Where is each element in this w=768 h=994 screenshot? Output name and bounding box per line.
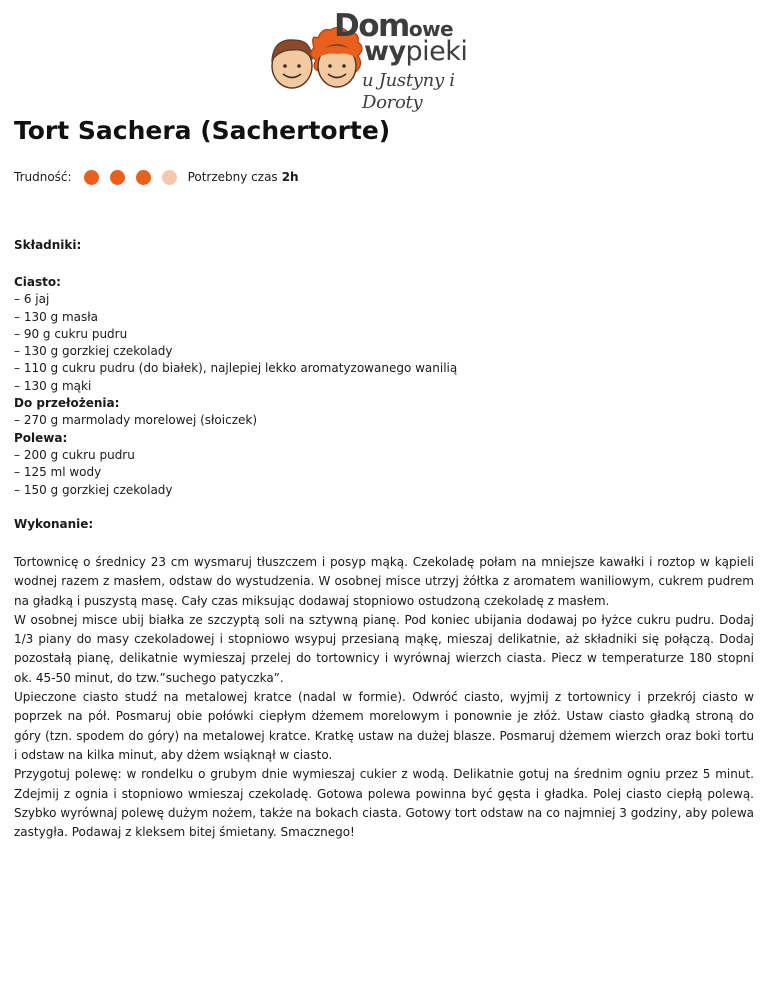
- method-paragraph: Tortownicę o średnicy 23 cm wysmaruj tłuszczem i posyp mąką. Czekoladę połam na mniejsze kawałki i roztop w kąpieli wodnej razem z masłem, odstaw do wystudzenia. W osobnej misce utrzyj żółtka z aromatem waniliowym, cukrem pudrem na gładką i puszystą masę. Cały czas miksując dodawaj stopniowo ostudzoną czekoladę z masłem.: [14, 555, 754, 608]
- time-label: Potrzebny czas: [187, 170, 278, 184]
- difficulty-dot-4: [162, 170, 177, 185]
- recipe-title: Tort Sachera (Sachertorte): [14, 116, 391, 145]
- list-item: – 125 ml wody: [14, 465, 102, 480]
- ingredients-list: [14, 274, 756, 499]
- recipe-meta: [14, 167, 299, 187]
- method-text: [14, 553, 754, 842]
- group-title-ciasto: Ciasto:: [14, 275, 61, 289]
- method-paragraph: W osobnej misce ubij białka ze szczyptą soli na sztywną pianę. Pod koniec ubijania dodawaj po łyżce cukru pudru. Dodaj 1/3 piany do masy czekoladowej i stopniowo wsypuj przesianą mąkę, mieszaj delikatnie, aż składniki się połączą. Dodaj pozostałą pianę, delikatnie wymieszaj przelej do tortownicy i wyrównaj wierzch ciasta. Piecz w temperaturze 180 stopni ok. 45-50 minut, do tzw.”suchego patyczka”.: [14, 612, 754, 685]
- logo-line-3: u Justyny i Doroty: [362, 70, 455, 113]
- site-logo[interactable]: [266, 8, 506, 113]
- difficulty-dot-1: [84, 170, 99, 185]
- list-item: – 130 g gorzkiej czekolady: [14, 344, 173, 359]
- list-item: – 90 g cukru pudru: [14, 326, 128, 341]
- group-title-przelozenie: Do przełożenia:: [14, 396, 120, 411]
- difficulty-dot-3: [136, 170, 151, 185]
- list-item: – 150 g gorzkiej czekolady: [14, 482, 173, 497]
- list-item: – 270 g marmolady morelowej (słoiczek): [14, 413, 258, 428]
- list-item: – 130 g masła: [14, 309, 99, 324]
- list-item: – 130 g mąki: [14, 378, 92, 393]
- list-item: – 6 jaj: [14, 292, 50, 307]
- list-item: – 200 g cukru pudru: [14, 447, 135, 462]
- difficulty-rating: [84, 170, 188, 185]
- group-title-polewa: Polewa:: [14, 430, 68, 445]
- difficulty-dot-2: [110, 170, 125, 185]
- method-heading: Wykonanie:: [14, 517, 94, 531]
- list-item: – 110 g cukru pudru (do białek), najlepiej lekko aromatyzowanego wanilią: [14, 361, 458, 376]
- difficulty-label: Trudność:: [14, 170, 72, 184]
- logo-line-1: Domowe: [334, 8, 454, 44]
- logo-line-2: wypieki: [364, 36, 468, 67]
- method-paragraph: Przygotuj polewę: w rondelku o grubym dnie wymieszaj cukier z wodą. Delikatnie gotuj na średnim ogniu przez 5 minut. Zdejmij z ognia i stopniowo wmieszaj czekoladę. Gotowa polewa powinna być gęsta i gładka. Polej ciasto ciepłą polewą. Szybko wyrównaj polewę dużym nożem, także na bokach ciasta. Gotowy tort odstaw na co najmniej 3 godziny, aby polewa zastygła. Podawaj z kleksem bitej śmietany. Smacznego!: [14, 767, 755, 840]
- time-value: 2h: [281, 170, 299, 184]
- ingredients-heading: Składniki:: [14, 238, 82, 252]
- method-paragraph: Upieczone ciasto studź na metalowej kratce (nadal w formie). Odwróć ciasto, wyjmij z tortownicy i przekrój ciasto w poprzek na pół. Posmaruj obie połówki ciepłym dżemem morelowym i ponownie je złóż. Ustaw ciasto gładką stroną do góry (tzn. spodem do góry) na metalowej kratce. Kratkę ustaw na dużej blasze. Posmaruj dżemem wierzch oraz boki tortu i odstaw na kilka minut, aby dżem wsiąknął w ciasto.: [14, 690, 754, 762]
